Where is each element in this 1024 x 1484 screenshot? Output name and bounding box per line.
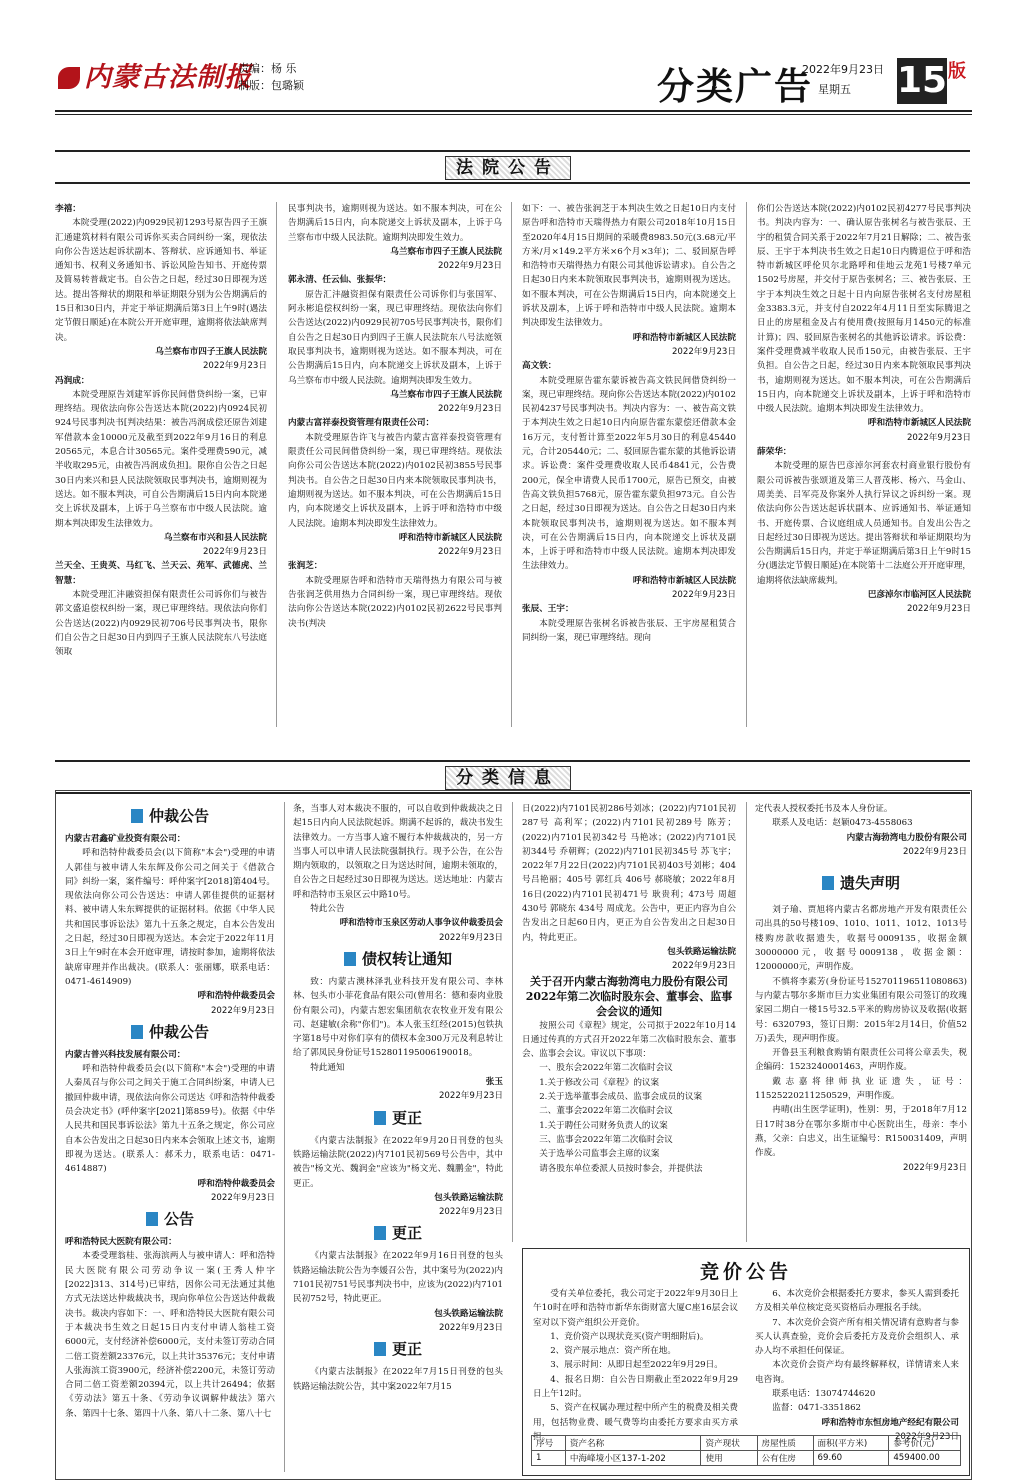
agenda-item: 三、监事会2022年第二次临时会议 [539, 1134, 673, 1145]
date-text: 2022年9月23日 [802, 63, 884, 76]
loss-statement: 冉晴(出生医学证明)，性别：男，于2018年7月12日17时38分在鄂尔多斯市中心医院出生，母亲：李小燕，父亲：白忠义，出生证编号：R150031409，声明作废。 [755, 1105, 967, 1159]
heading-text: 公告 [163, 1210, 194, 1229]
table-header-cell: 房屋性质 [757, 1436, 813, 1451]
bidding-term: 1、竞价资产以现状竞买(资产明细附后)。 [550, 1331, 709, 1342]
notice-date: 2022年9月23日 [671, 346, 736, 357]
addressee: 呼和浩特民大医院有限公司： [65, 1237, 177, 1248]
issuer: 乌兰察布市四子王旗人民法院 [155, 346, 267, 357]
notice-body: 定代表人授权委托书及本人身份证。 [755, 804, 893, 814]
producer: 制版：包璐颖 [238, 79, 304, 92]
notice-body: 本院受理原告许飞与被告内蒙古富祥泰投资管理有限责任公司民间借贷纠纷一案，现已审理终结。现依法向你公司公告送达本院(2022)内0102民初3855号民事判决书。自公告之日起30日内来本院领取民事判决书，逾期则视为送达。如不服本判决，可在公告期满后15日内，向本院递交上诉状及副本，上诉于呼和浩特市中级人民法院。逾期本判决即发生法律效力。 [288, 432, 502, 529]
header-rule [55, 110, 972, 112]
notice-date: 2022年9月23日 [671, 590, 736, 601]
notice-body: 民事判决书，逾期则视为送达。如不服本判决，可在公告期满后15日内，向本院递交上诉状及副本，上诉于乌兰察布市中级人民法院。逾期判决即发生效力。 [288, 204, 502, 243]
table-header-cell: 资产名称 [565, 1436, 701, 1451]
loss-statement: 戴志嘉将律师执业证遗失，证号：11525220211250529，声明作废。 [755, 1076, 967, 1102]
addressee: 冯润成： [55, 375, 90, 386]
issuer: 乌兰察布市兴和县人民法院 [163, 532, 267, 543]
notice-body: 呼和浩特仲裁委员会(以下简称"本会")受理的申请人郭佳与被申请人朱东辉及你公司之间关于《借款合同》纠纷一案，案件编号：呼仲案字[2018]第404号。现依法向你公司公告送达：申请人郭佳提供的证据材料、被申请人朱东辉提供的证据材料。依据《中华人民共和国民事诉讼法》第九十五条之规定，自本公告发出之日起，经过30日即视为送达。本会定于2022年11月3日上午9时在本会开庭审理，请按时参加，逾期将依法缺席审理并作出裁决。(联系人：张丽娜，联系电话：0471-4614909) [65, 848, 275, 987]
issuer: 包头铁路运输法院 [434, 1192, 503, 1203]
court-column-3 [522, 202, 736, 727]
column-divider [511, 202, 512, 727]
notice-closing: 特此通知 [310, 1062, 345, 1073]
notice-body: 本院受理原告刘建军诉你民间借贷纠纷一案，已审理终结。现依法向你公告送达本院(2022)内0924民初924号民事判决书[判决结果：被告冯润成偿还原告刘建军借款本金10000元及截至到2022年9月16日的利息20565元，本息合计30565元。案件受理费590元，减半收取295元，由被告冯润成负担]。限你自公告之日起30日内来兴和县人民法院领取民事判决书，逾期则视为送达。如不服本判决，可自公告期满后15日内向本院递交上诉状及副本，上诉于乌兰察布市中级人民法院。逾期本判决即发生法律效力。 [55, 389, 267, 529]
issuer: 乌兰察布市四子王旗人民法院 [390, 246, 502, 257]
notice-date: 2022年9月23日 [210, 1005, 275, 1016]
addressee: 张辰、王宇： [522, 604, 574, 615]
classified-banner-title: 分类信息 [445, 766, 571, 790]
addressee: 郭永清、任云仙、张振华： [288, 275, 392, 286]
notice-date: 2022年9月23日 [202, 361, 267, 372]
addressee: 张润芝： [288, 561, 323, 572]
table-header-cell: 资产现状 [701, 1436, 757, 1451]
addressee: 李禧： [55, 204, 81, 214]
meeting-notice-title: 关于召开内蒙古海勃湾电力股份有限公司2022年第二次临时股东会、董事会、监事会会议的通知 [525, 974, 733, 1018]
bidding-term: 4、报名日期：自公告日期截止至2022年9月29日上午12时。 [533, 1374, 738, 1400]
notice-body: 本院受理原告张树名诉被告张辰、王宇房屋租赁合同纠纷一案，现已审理终结。现向 [522, 618, 736, 643]
issuer: 张玉 [485, 1077, 503, 1088]
notice-body: 条，当事人对本裁决不服的，可以自收到仲裁裁决之日起15日内向人民法院起诉。期满不起诉的，裁决书发生法律效力。一方当事人逾不履行本仲裁裁决的，另一方当事人可以申请人民法院强制执行。现予公告，在公告期内领取的，以领取之日为送达时间，逾期未领取的，自公告之日起经过30日即视为送达。送达地址：内蒙古呼和浩特市玉泉区云中路10号。 [293, 804, 503, 900]
page-header [0, 0, 1024, 125]
table-cell: 使用 [701, 1451, 757, 1466]
heading-text: 仲裁公告 [148, 807, 209, 825]
page-number: 15 [897, 58, 947, 104]
issuer: 包头铁路运输法院 [667, 946, 736, 957]
agenda-item: 1.关于聘任公司财务负责人的议案 [539, 1120, 668, 1131]
notice-date: 2022年9月23日 [671, 961, 736, 972]
loss-statement: 开鲁县玉利粮食购销有限责任公司将公章丢失，税企编码：1523240001463，声明作废。 [755, 1048, 967, 1073]
issuer: 呼和浩特市新城区人民法院 [632, 575, 736, 586]
court-column-4 [757, 202, 971, 727]
notice-body: 本院受理的原告巴彦淖尔河套农村商业银行股份有限公司诉被告张颂道及第三人晋茂彬、杨六、马金山、周美美、吕军亮及你案外人执行异议之诉纠纷一案。现依法向你公告送达起诉状副本、应诉通知书、举证通知书、开庭传票、合议庭组成人员通知书。自发出公告之日起经过30日即视为送达。提出答辩状和举证期限均为公告期满后15日内，并定于举证期满后第3日上午9时15分(遇法定节假日顺延)在本院第十二法庭公开开庭审理，逾期将依法缺席裁判。 [757, 461, 971, 586]
heading-text: 更正 [391, 1108, 422, 1127]
issuer: 呼和浩特市玉泉区劳动人事争议仲裁委员会 [339, 918, 503, 929]
court-banner [55, 150, 970, 184]
notice-body: 《内蒙古法制报》在2022年7月15日刊登的包头铁路运输法院公告，其中案2022年7月15 [293, 1367, 503, 1392]
notice-body: 本委受理翁桂、张海滨两人与被申请人：呼和浩特民大医院有限公司劳动争议一案(王秀人仲字[2022]313、314号)已审结，因你公司无法通过其他方式无法送达仲裁裁决书，现向你单位公告送达仲裁裁决书。裁决内容如下：一、呼和浩特民大医院有限公司于本裁决书生效之日起15日内支付申请人翁桂工资6000元，支付经济补偿6000元，支付未签订劳动合同二倍工资差额23376元，以上共计35376元；支付申请人张海滨工资3900元，经济补偿2200元，未签订劳动合同二倍工资差额20394元，以上共计26494；依据《劳动法》第五十条、《劳动争议调解仲裁法》第六条、第四十七条、第四十八条、第八十二条、第八十七 [65, 1251, 275, 1419]
issuer: 巴彦淖尔市临河区人民法院 [867, 590, 971, 601]
notice-body: 本院受理(2022)内0929民初1293号原告四子王旗汇通建筑材料有限公司诉你买卖合同纠纷一案，现依法向你公告送达起诉状副本、答辩状、应诉通知书、举证通知书、权利义务通知书、诉讼风险告知书、开庭传票及简易转普裁定书。自公告之日起，经过30日即视为送达。提出答辩状的期限和举证期限分别为公告期满后的15日和30日内，并定于举证期满后第3日上午9时(遇法定节假日顺延)在本院公开开庭审理，逾期将依法缺席判决。 [55, 218, 267, 343]
heading-text: 更正 [391, 1340, 422, 1359]
table-cell: 69.60 [813, 1451, 889, 1466]
addressee: 兰天全、王贵英、马红飞、兰天云、苑军、武德虎、兰智慧： [55, 561, 267, 586]
logo-swoosh-icon [58, 67, 80, 89]
table-cell: 公有住房 [757, 1451, 813, 1466]
editor: 责编：杨 乐 [238, 62, 297, 75]
notice-body: 《内蒙古法制报》在2022年9月20日刊登的包头铁路运输法院(2022)内7101民初569号公告中，其中被告"杨文光、魏润金"应该为"杨文光、魏鹏金"，特此更正。 [293, 1135, 503, 1189]
bidding-notice-title: 竞价公告 [699, 1261, 792, 1283]
weekday-text: 星期五 [818, 83, 851, 96]
bidding-term: 3、展示时间：从即日起至2022年9月29日。 [550, 1360, 723, 1371]
column-divider [276, 202, 277, 727]
notice-date: 2022年9月23日 [438, 1091, 503, 1102]
notice-body: 本院受理汇沣融资担保有限责任公司诉你们与被告郭文盛追偿权纠纷一案，现已审理终结。现依法向你们公告送达(2022)内0929民初706号民事判决书，限你们自公告之日起30日内到四子王旗人民法院东八号法庭领取 [55, 590, 267, 658]
issuer: 呼和浩特仲裁委员会 [197, 1178, 275, 1189]
notice-date: 2022年9月23日 [438, 1207, 503, 1218]
bidding-term: 2、资产展示地点：资产所在地。 [550, 1346, 676, 1357]
notice-date: 2022年9月23日 [438, 932, 503, 943]
notice-date: 2022年9月23日 [894, 1431, 959, 1442]
table-cell: 中海峰境小区137-1-202 [565, 1451, 701, 1466]
notice-body: 致：内蒙古澳林泽乳业科技开发有限公司、李林林、包头市小菲花食品有限公司(曾用名：德和泰肉业股份有限公司)，内蒙古恕宏集团航农农牧业开发有限公司、赵建敏(余称"你们")。本人张玉红经(2015)包铁执字第18号中对你们享有的债权本金300万元及利息转让给了郭凤民身份证号152801195006190018。 [293, 976, 503, 1059]
classified-banner [55, 760, 970, 794]
issuer: 呼和浩特市新城区人民法院 [632, 332, 736, 343]
notice-body: 如下：一、被告张润芝于本判决生效之日起10日内支付原告呼和浩特市天瑞得热力有限公司2018年10月15日至2020年4月15日期间的采暖费8983.50元(3.68元/平方米/月×149.2平方米×6个月×3年)；二、驳回原告呼和浩特市天瑞得热力有限公司其他诉讼请求)。自公告之日起30日内来本院领取民事判决书，逾期则视为送达。如不服本判决，可在公告期满后15日内，向本院递交上诉状及副本，上诉于呼和浩特市中级人民法院。逾期本判决即发生法律效力。 [522, 204, 736, 329]
court-column-1 [55, 202, 267, 727]
loss-statement: 不慎将李素芳(身份证号152701196511080863)与内蒙古鄂尔多斯市巨力实业集团有限公司签订的玫瑰家园二期白一楼15号32.5平米的购房协议及收据(收据号：6320793，签订日期：2015年2月14日，价值52万)丢失，现声明作废。 [755, 976, 967, 1044]
page-suffix: 版 [948, 61, 966, 82]
column-divider [746, 202, 747, 727]
agenda-item: 关于选举公司监事会主席的议案 [539, 1149, 660, 1160]
notice-date: 2022年9月23日 [437, 261, 502, 272]
notice-body: 本院受理原告霍东蒙诉被告高文铁民间借贷纠纷一案，现已审理终结。现向你公告送达本院(2022)内0102民初4237号民事判决书。判决内容为：一、被告高文铁于本判决生效之日起10日内向原告霍东蒙偿还借款本金16万元，支付暂计算至2022年5月30日的利息45440元，合计205440元；二、驳回原告霍东蒙的其他诉讼请求。诉讼费：案件受理费收取人民币4841元，公告费200元，保全申请费人民币1700元，原告已预交，由被告高文铁负担5768元，原告霍东蒙负担973元。自公告之日起，经过30日即视为送达。自公告之日起30日内来本院领取民事判决书，逾期则视为送达。如不服本判决，可在公告期满后15日内，向本院递交上诉状及副本，上诉于呼和浩特市中级人民法院。逾期本判决即发生法律效力。 [522, 375, 736, 572]
bidding-term: 7、本次竞价会资产所有相关情况请有意购者与参买人认真查验，竞价会后委托方及竞价会组织人、承办人均不承担任何保证。 [755, 1317, 959, 1357]
issuer: 呼和浩特市新城区人民法院 [867, 418, 971, 429]
notice-body: 请各股东单位委派人员按时参会，并提供法 [539, 1163, 703, 1174]
heading-text: 更正 [391, 1224, 422, 1243]
notice-date: 2022年9月23日 [902, 1162, 967, 1173]
addressee: 内蒙古普兴科技发展有限公司： [65, 1049, 186, 1060]
header-rule-thin [55, 114, 972, 115]
notice-date: 2022年9月23日 [210, 1192, 275, 1203]
notice-date: 2022年9月23日 [202, 547, 267, 558]
heading-text: 遗失声明 [839, 874, 900, 893]
addressee: 薛荣华： [757, 447, 792, 458]
bidding-intro: 受有关单位委托，我公司定于2022年9月30日上午10时在呼和浩特市新华东街财富大厦C座16层会议室对以下资产组织公开竞价。 [533, 1289, 738, 1328]
loss-statement: 刘子瑜、贾旭将内蒙古名都房地产开发有限责任公司出具的50号楼109、1010、1011、1012、1013号楼购房款收据遗失，收据号0009135，收据金额30000000元，收据号0009138，收据金额：12000000元，声明作废。 [755, 905, 967, 973]
logo-text: 内蒙古法制报 [84, 62, 252, 93]
addressee: 内蒙古富祥泰投资管理有限责任公司： [288, 418, 435, 429]
addressee: 高文铁： [522, 361, 557, 372]
addressee: 内蒙古君鑫矿业投资有限公司： [65, 834, 186, 844]
notice-date: 2022年9月23日 [437, 547, 502, 558]
newspaper-logo [58, 55, 252, 95]
issuer: 乌兰察布市四子王旗人民法院 [390, 389, 502, 400]
supervision-phone: 监督：0471-3351862 [772, 1403, 862, 1414]
court-column-2 [288, 202, 502, 727]
notice-date: 2022年9月23日 [437, 404, 502, 415]
table-header-cell: 序号 [532, 1436, 566, 1451]
table-header-cell: 参考价(元) [889, 1436, 961, 1451]
notice-date: 2022年9月23日 [438, 1322, 503, 1333]
heading-text: 仲裁公告 [148, 1022, 209, 1041]
issuer: 呼和浩特仲裁委员会 [197, 991, 275, 1002]
issuer: 呼和浩特市东恒房地产经纪有限公司 [821, 1417, 959, 1428]
notice-body: 原告汇沣融资担保有限责任公司诉你们与张国军、阿永彬追偿权纠纷一案，现已审理终结。现依法向你们公告送达(2022)内0929民初705号民事判决书，限你们自公告之日起30日内到四子王旗人民法院东八号法庭领取民事判决书，逾期则视为送达。如不服本判决，可在公告期满后15日内，向本院递交上诉状及副本，上诉于乌兰察布市中级人民法院。逾期判决即发生效力。 [288, 289, 502, 386]
heading-text: 债权转让通知 [361, 949, 452, 968]
court-banner-title: 法院公告 [445, 156, 571, 180]
notice-date: 2022年9月23日 [906, 604, 971, 615]
notice-body: 《内蒙古法制报》在2022年9月16日刊登的包头铁路运输法院公告为李媛召公告，其中案号为(2022)内7101民初751号民事判决书中，应该为(2022)内7101民初752号，特此更正。 [293, 1251, 503, 1305]
notice-body: 按照公司《章程》规定，公司拟于2022年10月14日通过传真的方式召开2022年第二次临时股东会、董事会、监事会会议。审议以下事项： [522, 1020, 736, 1060]
contact-phone: 联系电话：13074744620 [772, 1389, 876, 1400]
bidding-term: 6、本次竞价会根据委托方要求，参买人需到委托方及相关单位核定竞买资格后办理报名手续。 [755, 1289, 959, 1314]
contact-info: 联系人及电话：赵颖0473-4558063 [772, 818, 913, 829]
issue-date [802, 60, 897, 102]
agenda-item: 二、董事会2022年第二次临时会议 [539, 1106, 673, 1117]
bidding-term: 本次竞价会资产均有最终解释权，详情请来人来电咨询。 [755, 1360, 959, 1385]
notice-closing: 特此公告 [310, 904, 345, 915]
editor-credits [238, 60, 304, 94]
agenda-item: 1.关于修改公司《章程》的议案 [539, 1077, 660, 1088]
section-title: 分类广告 [657, 65, 813, 108]
notice-body: 呼和浩特仲裁委员会(以下简称"本会")受理的申请人秦凤召与你公司之间关于施工合同纠纷案，申请人已撤回仲裁申请，现依法向你公司送达《呼和浩特仲裁委员会决定书》(呼仲案字[2021]第859号)。依据《中华人民共和国民事诉讼法》第九十五条之规定，你公司应自本公告发出之日起30日内来本会领取上述文书，逾期即视为送达。(联系人：郝禾力，联系电话：0471-4614887) [65, 1064, 275, 1175]
classified-frame [55, 790, 972, 1480]
notice-body: 本院受理原告呼和浩特市天瑞得热力有限公司与被告张润芝供用热力合同纠纷一案，现已审理终结。现依法向你公告送达本院(2022)内0102民初2622号民事判决书(判决 [288, 575, 502, 629]
table-cell: 1 [532, 1451, 566, 1466]
notice-body: 日(2022)内7101民初286号刘冰；(2022)内7101民初287号 高利军；(2022)内7101民初289号 陈芳；(2022)内7101民初342号 马艳冰；(2022)内7101民初344号 乔朝辉；(2022)内7101民初345号 苏飞宇；2022年7月22日(2022)内7101民初403号刘彬；404号吕艳丽；405号 郭红兵 406号 郝晓敏；2022年8月16日(2022)内7101民初471号 耿贵利；473号 周超 430号 郭晓东 434号 周成龙。公告中，更正内容为自公告发出之日起60日内，更正为自公告发出之日起30日内，特此更正。 [522, 804, 736, 943]
issuer: 呼和浩特市新城区人民法院 [398, 532, 502, 543]
bidding-term: 5、资产在权属办理过程中所产生的税费及相关费用，包括物业费、暖气费等均由委托方要求由买方承担。 [533, 1403, 738, 1442]
notice-date: 2022年9月23日 [902, 846, 967, 857]
notice-body: 你们公告送达本院(2022)内0102民初4277号民事判决书。判决内容为：一、确认原告张树名与被告张辰、王宇的租赁合同关系于2022年7月21日解除；二、被告张辰、王宇于本判决书生效之日起10日内腾退位于呼和浩特市新城区呼伦贝尔北路呼和佳地云龙苑1号楼7单元1502号房屋，并交付于原告张树名；三、被告张辰、王宇于本判决生效之日起十日内向原告张树名支付房屋租金3383.3元，并支付自2022年4月11日至实际腾退之日止的房屋租金及占有使用费(按照每月1450元的标准计算)；四、驳回原告张树名的其他诉讼请求。诉讼费：案件受理费减半收取人民币150元，由被告张辰、王宇负担。自公告之日起，经过30日内来本院领取民事判决书，逾期则视为送达。如不服本判决，可在公告期满后15日内，向本院递交上诉状及副本，上诉于呼和浩特市中级人民法院。逾期本判决即发生法律效力。 [757, 204, 971, 415]
agenda-item: 2.关于选举董事会成员、监事会成员的议案 [539, 1092, 703, 1103]
notice-date: 2022年9月23日 [906, 432, 971, 443]
issuer: 包头铁路运输法院 [434, 1308, 503, 1319]
agenda-item: 一、股东会2022年第二次临时会议 [539, 1063, 673, 1074]
table-header-cell: 面积(平方米) [813, 1436, 889, 1451]
issuer: 内蒙古海勃湾电力股份有限公司 [846, 832, 967, 843]
table-cell: 459400.00 [889, 1451, 961, 1466]
